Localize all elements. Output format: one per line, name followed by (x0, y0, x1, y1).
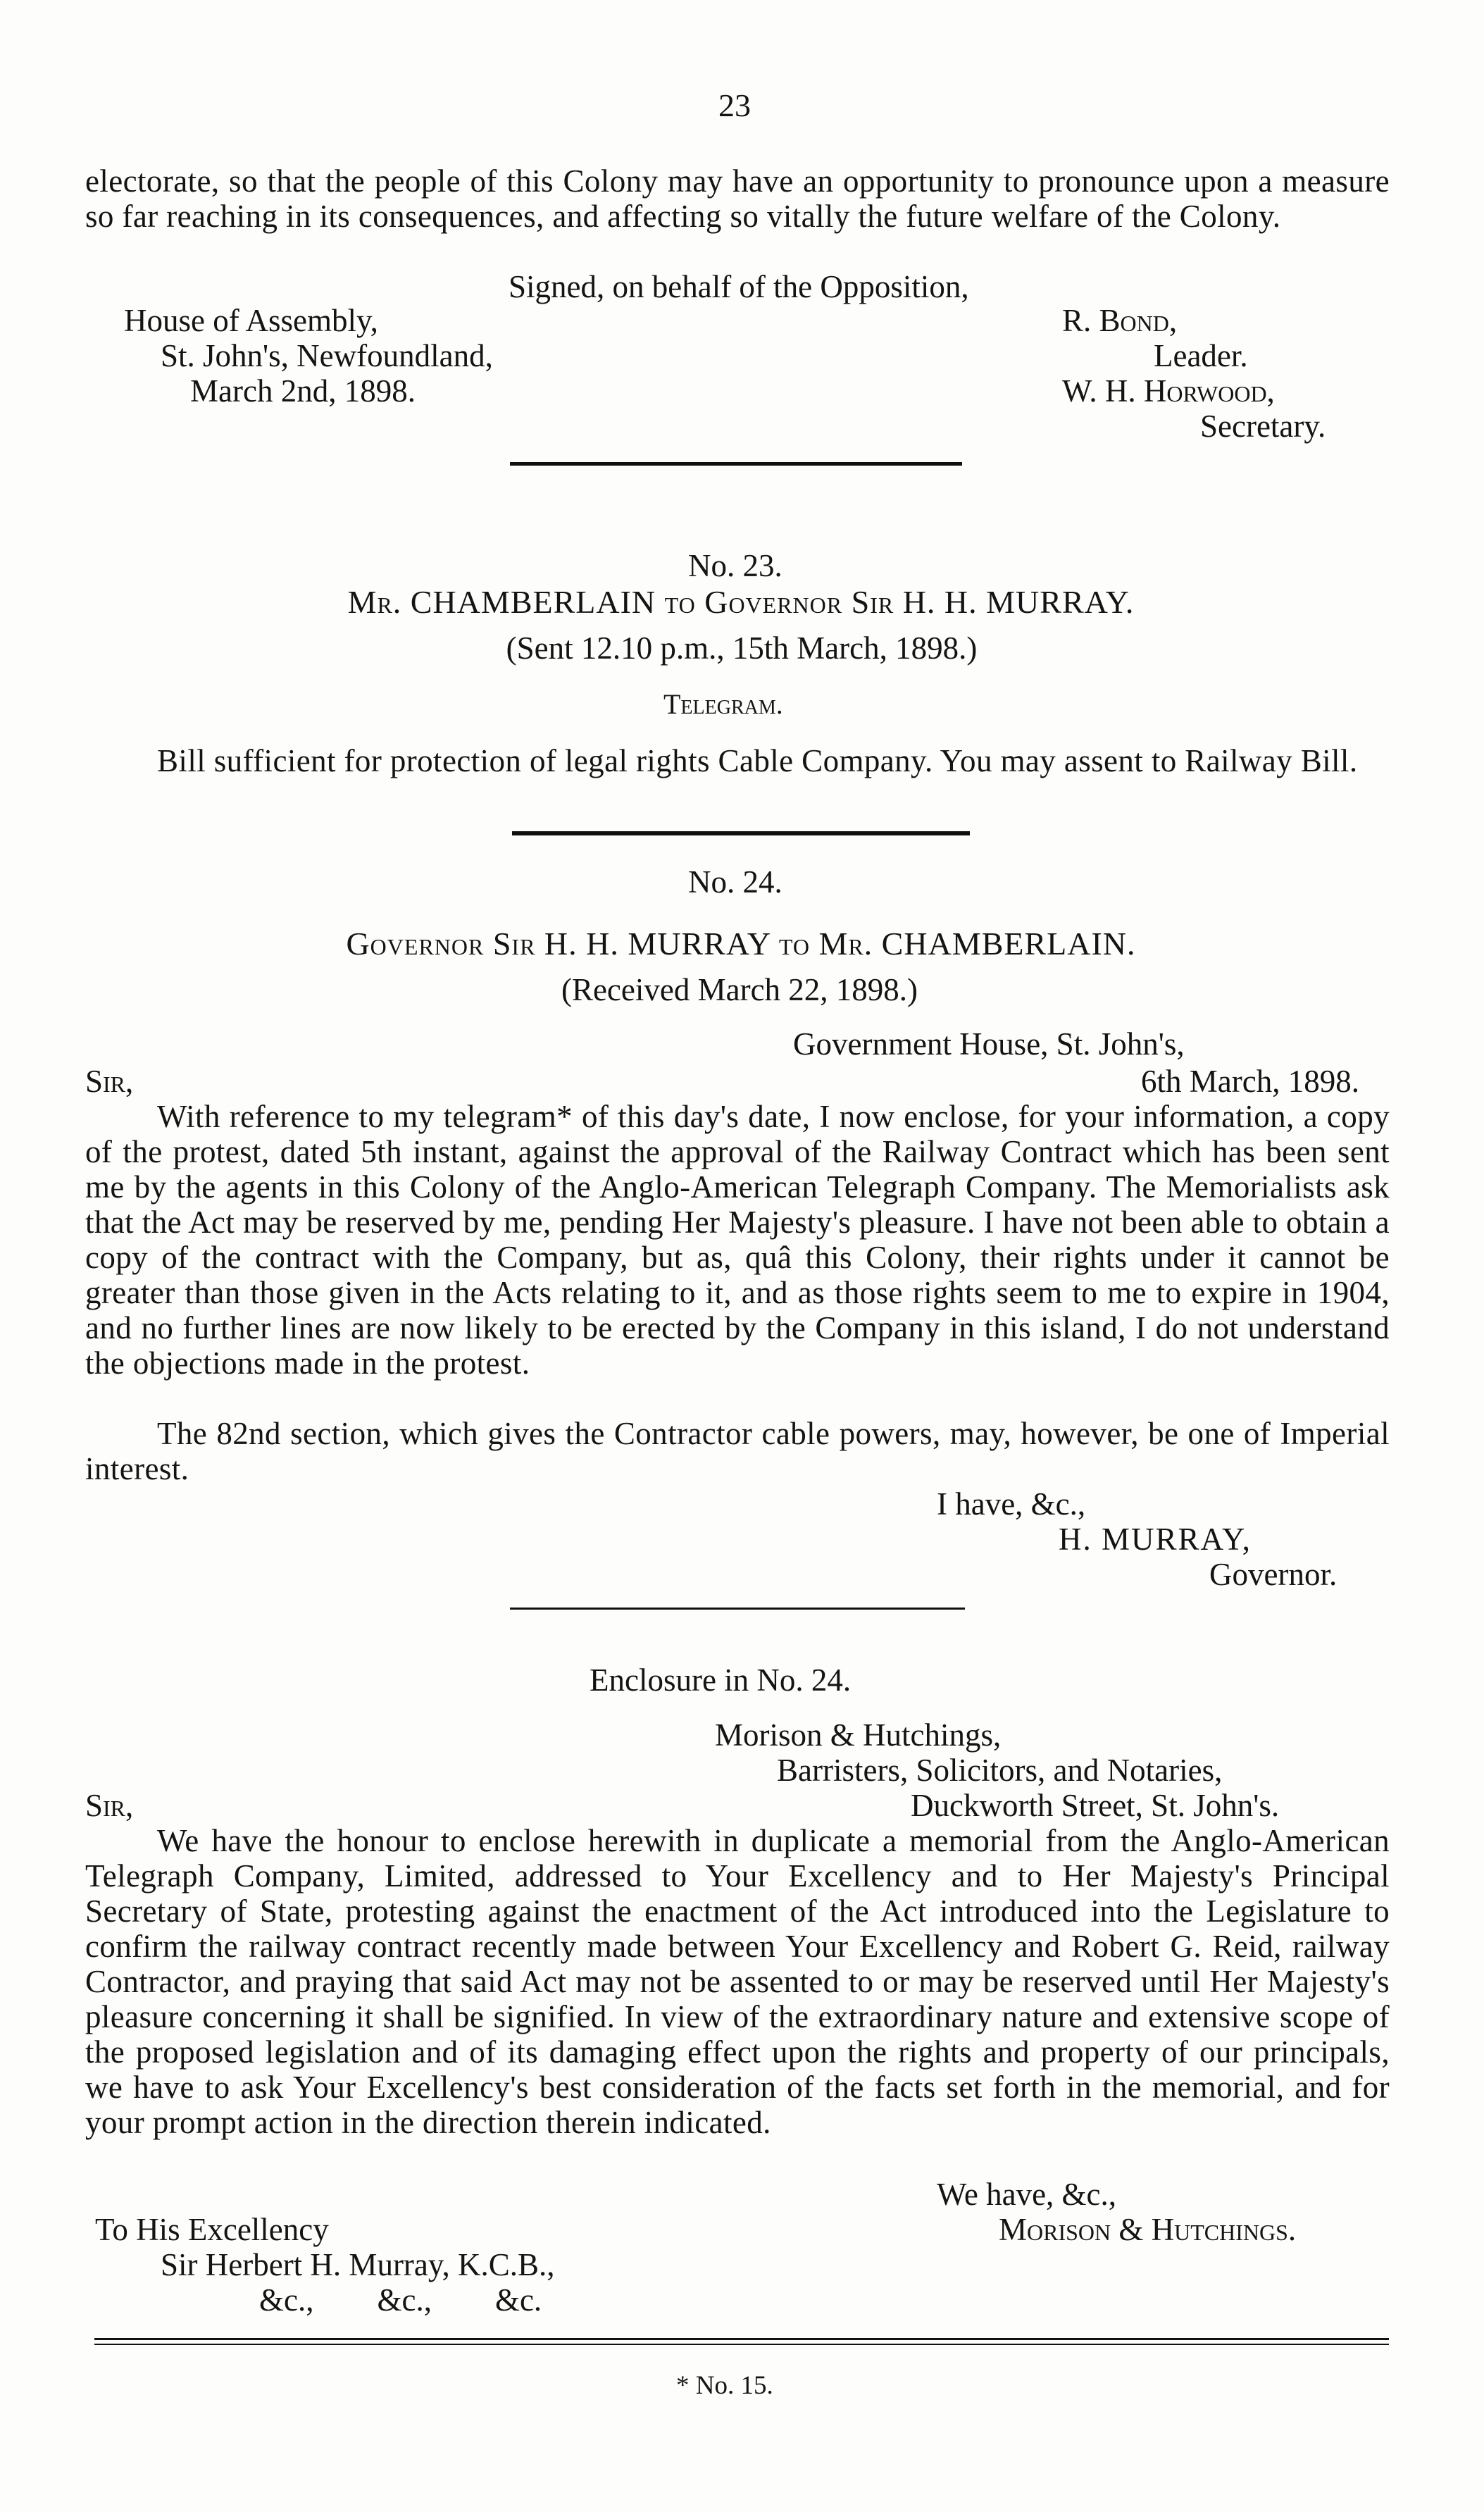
letter-paragraph: The 82nd section, which gives the Contractor cable powers, may, however, be one of Imperial interest. (85, 1416, 1390, 1486)
enclosure-paragraph: We have the honour to enclose herewith in duplicate a memorial from the Anglo-American Telegraph Company, Limited, addressed to Your Excellency and to Her Majesty's Principal Secretary of State, protesting against the enactment of the Act introduced into the Legislature to confirm the railway contract recently made between Your Excellency and Robert G. Reid, railway Contractor, and praying that said Act may not be assented to or may be reserved until Her Majesty's pleasure concerning it shall be signified. In view of the extraordinary nature and extensive scope of the proposed legislation and of its damaging effect upon the rights and property of our principals, we have to ask Your Excellency's best consideration of the facts set forth in the memorial, and for your prompt action in the direction therein indicated. (85, 1823, 1390, 2140)
footnote-rule (94, 2344, 1389, 2345)
letter-date: 6th March, 1898. (1141, 1064, 1359, 1099)
signatory-name: W. H. Horwood, (1062, 373, 1275, 409)
firm-line: Barristers, Solicitors, and Notaries, (777, 1753, 1223, 1788)
closing: I have, &c., (937, 1486, 1086, 1522)
doc-heading: Governor Sir H. H. MURRAY to Mr. CHAMBERLAIN. (346, 926, 1136, 962)
signatory-title: Secretary. (1200, 409, 1326, 444)
telegram-body: Bill sufficient for protection of legal rights Cable Company. You may assent to Railway Bill. (157, 743, 1358, 778)
letter-paragraph: With reference to my telegram* of this day's date, I now enclose, for your information, a copy of the protest, dated 5th instant, against the approval of the Railway Contract which has been sent me by the agents in this Colony of the Anglo-American Telegraph Company. The Memorialists ask that the Act may be reserved by me, pending Her Majesty's pleasure. I have not been able to obtain a copy of the contract with the Company, but as, quâ this Colony, their rights under it cannot be greater than those given in the Acts relating to it, and as those rights seem to me to expire in 1904, and no further lines are now likely to be erected by the Company in this island, I do not understand the objections made in the protest. (85, 1099, 1390, 1381)
addressee-line: &c., &c., &c. (259, 2282, 542, 2318)
salutation: Sir, (85, 1788, 134, 1823)
place-line: March 2nd, 1898. (190, 373, 416, 409)
telegram-label: Telegram. (663, 688, 783, 720)
salutation: Sir, (85, 1064, 134, 1099)
doc-number: No. 23. (688, 548, 782, 583)
signatory-title: Leader. (1154, 338, 1248, 373)
signed-line: Signed, on behalf of the Opposition, (509, 269, 969, 304)
signatory-name: R. Bond, (1062, 303, 1178, 338)
page-number: 23 (718, 87, 751, 123)
addressee-line: To His Excellency (95, 2212, 329, 2247)
firm-line: Morison & Hutchings, (715, 1717, 1002, 1753)
opening-paragraph: electorate, so that the people of this Colony may have an opportunity to pronounce upon a measure so far reaching in its consequences, and affecting so vitally the future welfare of the Colony. (85, 163, 1390, 234)
address-line: Government House, St. John's, (793, 1026, 1185, 1062)
footnote-rule (94, 2338, 1389, 2340)
place-line: House of Assembly, (124, 303, 378, 338)
section-divider (510, 1608, 965, 1610)
signer-name: Morison & Hutchings. (999, 2212, 1297, 2247)
section-divider (510, 462, 962, 466)
received-date: (Received March 22, 1898.) (561, 972, 918, 1007)
sent-time: (Sent 12.10 p.m., 15th March, 1898.) (506, 630, 978, 666)
doc-heading: Mr. CHAMBERLAIN to Governor Sir H. H. MURRAY. (347, 584, 1135, 620)
closing: We have, &c., (937, 2177, 1117, 2212)
firm-line: Duckworth Street, St. John's. (911, 1788, 1280, 1823)
doc-number: No. 24. (688, 864, 782, 900)
section-divider (512, 831, 970, 835)
signer-title: Governor. (1209, 1557, 1338, 1592)
addressee-line: Sir Herbert H. Murray, K.C.B., (161, 2247, 555, 2282)
place-line: St. John's, Newfoundland, (161, 338, 493, 373)
enclosure-heading: Enclosure in No. 24. (590, 1662, 852, 1698)
footnote: * No. 15. (676, 2371, 773, 2400)
signer-name: H. MURRAY, (1059, 1522, 1252, 1557)
